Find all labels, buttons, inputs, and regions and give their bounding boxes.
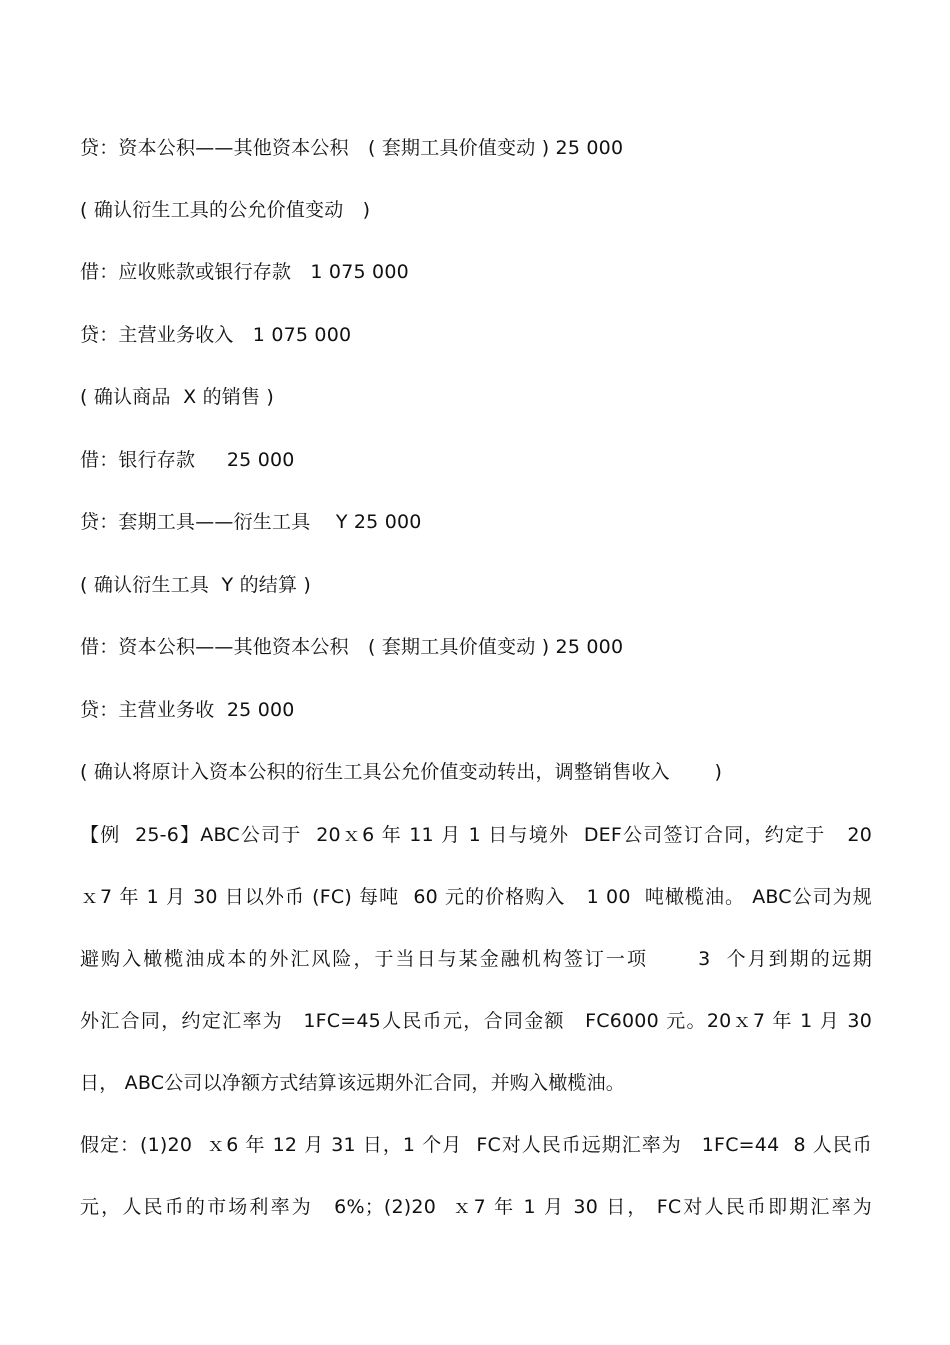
journal-entry-debit-capital-reserve: 借：资本公积——其他资本公积 ( 套期工具价值变动 ) 25 000 — [80, 636, 624, 658]
example-line: 避购入橄榄油成本的外汇风险，于当日与某金融机构签订一项 3 个月到期的远期 — [80, 948, 872, 970]
example-line: 【例 25-6】ABC公司于 20ｘ6 年 11 月 1 日与境外 DEF公司签订合同，约定于 20 — [80, 824, 872, 846]
journal-entry-debit-bank: 借：银行存款 25 000 — [80, 449, 295, 471]
journal-entry-debit-receivable: 借：应收账款或银行存款 1 075 000 — [80, 261, 409, 283]
journal-entry-credit-revenue-adjust: 贷：主营业务收 25 000 — [80, 699, 295, 721]
journal-note-settlement-y: ( 确认衍生工具 Y 的结算 ) — [80, 574, 312, 596]
journal-note-fair-value-change: ( 确认衍生工具的公允价值变动 ) — [80, 199, 371, 221]
assumption-line: 元，人民币的市场利率为 6%；(2)20 ｘ7 年 1 月 30 日， FC对人民币即期汇率为 — [80, 1196, 872, 1218]
journal-entry-credit-revenue: 贷：主营业务收入 1 075 000 — [80, 324, 352, 346]
assumption-line: 假定：(1)20 ｘ6 年 12 月 31 日，1 个月 FC对人民币远期汇率为 1FC=44 8 人民币 — [80, 1134, 872, 1156]
journal-note-sale-x: ( 确认商品 X 的销售 ) — [80, 386, 275, 408]
journal-entry-credit-capital-reserve: 贷：资本公积——其他资本公积 ( 套期工具价值变动 ) 25 000 — [80, 137, 624, 159]
journal-note-transfer-out: ( 确认将原计入资本公积的衍生工具公允价值变动转出，调整销售收入 ) — [80, 761, 723, 783]
journal-entry-credit-hedging-instrument: 贷：套期工具——衍生工具 Y 25 000 — [80, 511, 422, 533]
example-line: 日， ABC公司以净额方式结算该远期外汇合同，并购入橄榄油。 — [80, 1072, 626, 1094]
example-line: 外汇合同，约定汇率为 1FC=45人民币元，合同金额 FC6000 元。20ｘ7 年 1 月 30 — [80, 1010, 872, 1032]
example-line: ｘ7 年 1 月 30 日以外币 (FC) 每吨 60 元的价格购入 1 00 吨橄榄油。 ABC公司为规 — [80, 886, 872, 908]
